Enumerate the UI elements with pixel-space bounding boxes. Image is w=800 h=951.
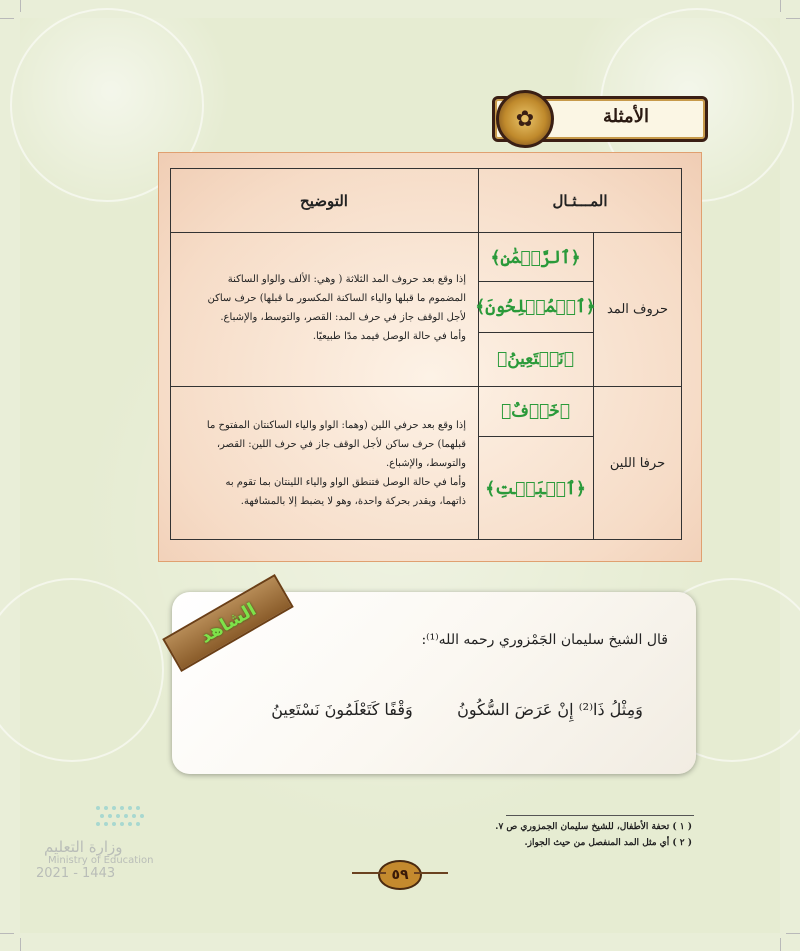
explanation-madd bbox=[184, 270, 466, 346]
ministry-logo-icon bbox=[96, 806, 148, 832]
example-word: ﴿ٱلۡمُفۡلِحُونَ﴾ bbox=[475, 297, 596, 317]
category-madd-letters: حروف المد bbox=[606, 302, 668, 317]
page-number-badge bbox=[352, 860, 448, 890]
verse-first-hemistich: وَمِثْلُ ذَا⁽²⁾ إِنْ عَرَضَ السُّكُونُ bbox=[457, 700, 643, 719]
explanation-line: إذا وقع بعد حرفي اللين (وهما: الواو والياء الساكنتان المفتوح ما bbox=[206, 420, 466, 431]
explanation-line: إذا وقع بعد حروف المد الثلاثة ( وهي: الألف والواو الساكنة bbox=[227, 274, 466, 285]
footnote-2: ( ٢ ) أي مثل المد المنفصل من حيث الجواز. bbox=[524, 838, 692, 848]
verse-second-hemistich: وَقْفًا كَتَعْلَمُونَ نَسْتَعِينُ bbox=[271, 700, 413, 719]
footnote-divider bbox=[506, 815, 694, 816]
edition-year: 2021 - 1443 bbox=[36, 866, 116, 881]
crop-mark bbox=[786, 18, 800, 19]
section-title: الأمثلة bbox=[603, 105, 649, 127]
explanation-line: ذاتهما، ويقدر بحركة واحدة، وهو لا يضبط إلا بالمشافهة. bbox=[240, 496, 466, 507]
poem-intro: قال الشيخ سليمان الجَمْزوري رحمه الله⁽¹⁾: bbox=[421, 632, 668, 648]
crop-mark bbox=[786, 933, 800, 934]
ornament-swirl bbox=[352, 872, 386, 874]
explanation-line: والتوسط، والإشباع. bbox=[385, 458, 466, 469]
ornament-swirl bbox=[414, 872, 448, 874]
ministry-name-en: Ministry of Education bbox=[48, 855, 154, 866]
column-header-explanation: التوضيح bbox=[300, 191, 348, 210]
witness-ribbon: الشاهد bbox=[162, 574, 294, 672]
example-word: ﴿خَوۡفٌ﴾ bbox=[501, 401, 570, 421]
corner-ornament bbox=[0, 578, 164, 762]
category-leen-letters: حرفا اللين bbox=[609, 455, 666, 471]
example-word: ﴿نَسۡتَعِينُ﴾ bbox=[497, 349, 574, 369]
crop-mark bbox=[0, 18, 14, 19]
footnote-1: ( ١ ) تحفة الأطفال، للشيخ سليمان الجمزوري ص ٧. bbox=[495, 822, 692, 832]
explanation-leen bbox=[180, 416, 466, 511]
column-header-example: المـــثـال bbox=[552, 191, 608, 210]
page-number: ٥٩ bbox=[378, 860, 422, 890]
crop-mark bbox=[0, 933, 14, 934]
explanation-line: قبلهما) حرف ساكن لأجل الوقف جاز في حرف اللين: القصر، bbox=[216, 439, 466, 450]
explanation-line: وأما في حالة الوصل فيمد مدًا طبيعيًا. bbox=[312, 331, 466, 342]
explanation-line: وأما في حالة الوصل فتنطق الواو والياء اللينتان بما تقوم به bbox=[225, 477, 466, 488]
example-word: ﴿ٱلرَّحۡمَٰنِ﴾ bbox=[490, 247, 581, 268]
crop-mark bbox=[780, 0, 781, 12]
explanation-line: لأجل الوقف جاز في حرف المد: القصر، والتوسط، والإشباع. bbox=[220, 312, 466, 323]
explanation-line: المضموم ما قبلها والياء الساكنة المكسور ما قبلها) حرف ساكن bbox=[207, 293, 466, 304]
ministry-name-ar: وزارة التعليم bbox=[44, 838, 123, 856]
crop-mark bbox=[780, 938, 781, 951]
floral-medallion-icon: ✿ bbox=[496, 90, 554, 148]
crop-mark bbox=[20, 0, 21, 12]
crop-mark bbox=[20, 938, 21, 951]
example-word: ﴿ٱلۡبَيۡتِ﴾ bbox=[485, 478, 586, 499]
